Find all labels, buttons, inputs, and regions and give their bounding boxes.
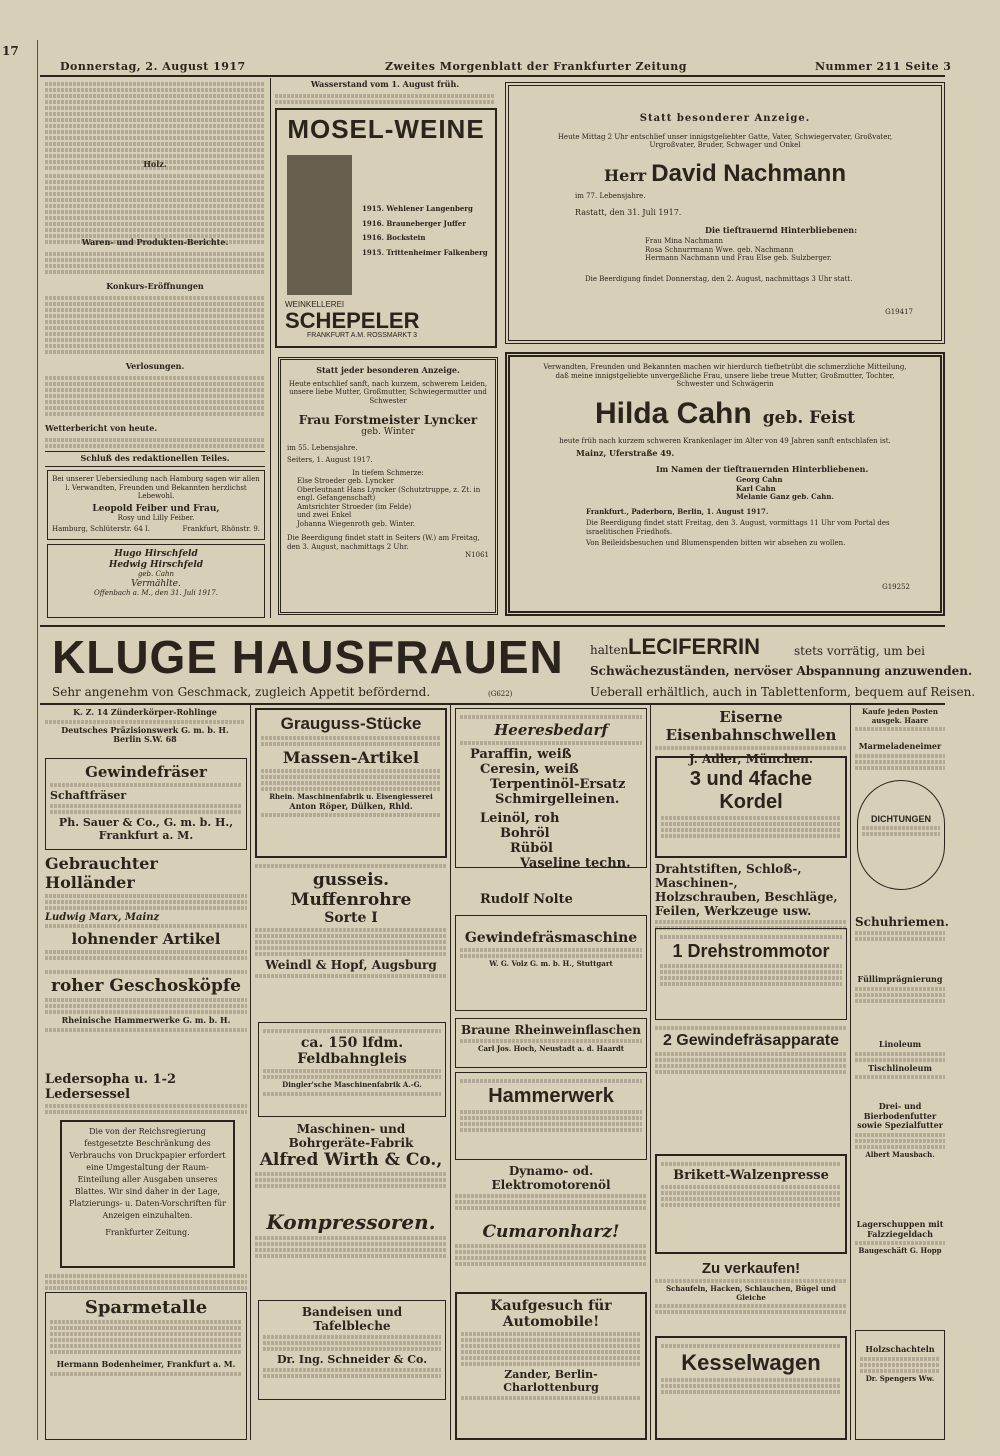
konkurs-heading: Konkurs-Eröffnungen <box>106 281 204 291</box>
holz-heading: Holz. <box>143 159 167 169</box>
ad-haare: Kaufe jeden Posten ausgek. Haare <box>855 708 945 733</box>
ad-sparmetalle: Sparmetalle Hermann Bodenheimer, Frankfurt a. M. <box>45 1292 247 1440</box>
ad-bierbodenfutter: Drei- und Bierbodenfutter sowie Spezialfutter Albert Mausbach. <box>855 1102 945 1159</box>
ad-gewindefraesmaschine: Gewindefräsmaschine W. G. Volz G. m. b. H., Stuttgart <box>455 915 647 1011</box>
ad-wirth: Maschinen- und Bohrgeräte-Fabrik Alfred Wirth & Co., <box>255 1122 447 1190</box>
ad-hammerwerk: Hammerwerk <box>455 1072 647 1160</box>
ad-kordel: 3 und 4fache Kordel <box>655 756 847 858</box>
ad-gewindefraesapparate: 2 Gewindefräsapparate <box>655 1024 847 1076</box>
ad-feldbahngleis: ca. 150 lfdm. Feldbahngleis Dingler'sche Maschinenfabrik A.-G. <box>258 1022 446 1117</box>
ad-brikett: Brikett-Walzenpresse <box>655 1154 847 1254</box>
lyncker-obituary: Statt jeder besonderen Anzeige. Heute entschlief sanft, nach kurzem, schwerem Leiden, unsere liebe Mutter, Großmutter, Schwiegermutter und Schwester Frau Forstmeister Lyncker geb. Winter im 55. Lebensjahre. Seiters, 1. August 1917. In tiefem Schmerze: Else Stroeder geb. Lyncker Oberleutnant Hans Lyncker (Schutztruppe, z. Zt. in engl. Gefangenschaft) Amtsrichter Stroeder (im Felde) und zwei Enkel Johanna Wiegenroth geb. Winter. Die Beerdigung findet statt in Seiters (W.) am Freitag, den 3. August, nachmittags 2 Uhr. N1061 <box>278 357 498 615</box>
ad-grauguss: Grauguss-Stücke Massen-Artikel Rhein. Maschinenfabrik u. Eisengiesserei Anton Röper, Dülken, Rhld. <box>255 708 447 858</box>
ad-ledersofa: Ledersopha u. 1-2 Ledersessel <box>45 1072 247 1116</box>
ad-linoleum: Linoleum Tischlinoleum <box>855 1040 945 1081</box>
ad-kompressoren: Kompressoren. <box>255 1210 447 1260</box>
ad-dichtungen: DICHTUNGEN <box>857 780 945 890</box>
banner-halten: halten <box>590 643 629 657</box>
feiber-notice: Bei unserer Uebersiedlung nach Hamburg sagen wir allen l. Verwandten, Freunden und Bekannten herzlichst Lebewohl. Leopold Feiber und Frau, Rosy und Lilly Feiber. Hamburg, Schlüterstr. 64 I. Frankfurt, Rhönstr. 9. <box>47 470 265 540</box>
ad-dynamo: Dynamo- od. Elektromotorenöl <box>455 1164 647 1212</box>
header-number: Nummer 211 Seite 3 <box>815 60 952 73</box>
leciferrin-brand: LECIFERRIN <box>628 634 760 659</box>
verlosungen-heading: Verlosungen. <box>125 361 185 371</box>
header-date: Donnerstag, 2. August 1917 <box>60 60 246 73</box>
ad-zuenderkoerper: K. Z. 14 Zünderkörper-Rohlinge Deutsches Präzisionswerk G. m. b. H. Berlin S.W. 68 <box>45 708 245 745</box>
ad-lohnender-artikel: lohnender Artikel <box>45 922 247 962</box>
ad-cumaronharz: Cumaronharz! <box>455 1222 647 1268</box>
mosel-weine-ad: MOSEL-WEINE 1915. Wehlener Langenberg 1916. Brauneberger Juffer 1916. Bockstein 1915. Trittenheimer Falkenberg WEINKELLEREI SCHEPELER FRANKFURT A.M. ROSSMARKT 3 <box>275 108 497 348</box>
ad-lagerschuppen: Lagerschuppen mit Falzziegeldach Baugeschäft G. Hopp <box>856 1219 944 1255</box>
ad-fuellimpraegnierung: Füllimprägnierung <box>855 975 945 1005</box>
kluge-hausfrauen-headline: KLUGE HAUSFRAUEN <box>52 631 564 683</box>
ad-nolte: Rudolf Nolte <box>480 892 573 907</box>
ad-drehstrommotor: 1 Drehstrommotor <box>655 928 847 1020</box>
banner-line3b: Ueberall erhältlich, auch in Tablettenform, bequem auf Reisen. <box>590 685 976 699</box>
wetter-heading: Wetterbericht von heute. <box>45 423 158 433</box>
ad-rheinweinflaschen: Braune Rheinweinflaschen Carl Jos. Hoch, Neustadt a. d. Haardt <box>455 1018 647 1068</box>
ad-geschosskoepfe: roher Geschosköpfe Rheinische Hammerwerke G. m. b. H. <box>45 968 247 1034</box>
ad-heeresbedarf: Heeresbedarf Paraffin, weiß Ceresin, weiß Terpentinöl-Ersatz Schmirgelleinen. Leinöl, roh Bohröl Rüböl Vaseline techn. <box>455 708 647 868</box>
cahn-obituary: Verwandten, Freunden und Bekannten machen wir hierdurch tiefbetrübt die schmerzliche Mitteilung, daß meine innigstgeliebte unvergeßliche Frau, unsere liebe treue Mutter, Großmutter, Tochter, Schwester und Schwägerin Hilda Cahn geb. Feist heute früh nach kurzem schweren Krankenlager im Alter von 49 Jahren sanft entschlafen ist. Mainz, Uferstraße 49. Im Namen der tieftrauernden Hinterbliebenen. Georg Cahn Karl Cahn Melanie Ganz geb. Cahn. Frankfurt., Paderborn, Berlin, 1. August 1917. Die Beerdigung findet statt Freitag, den 3. August, vormittags 11 Uhr vom Portal des israelitischen Friedhofs. Von Beileidsbesuchen und Blumenspenden bitten wir absehen zu wollen. G19252 <box>505 352 945 616</box>
ad-marmeladeneimer: Marmeladeneimer <box>855 742 945 772</box>
ad-schuhriemen: Schuhriemen. <box>855 915 945 943</box>
ad-muffenrohre: gusseis. Muffenrohre Sorte I Weindl & Hopf, Augsburg <box>255 862 447 980</box>
schluss-heading: Schluß des redaktionellen Teiles. <box>80 453 230 463</box>
ad-drahtstiften: Drahtstiften, Schloß-, Maschinen-, Holzschrauben, Beschläge, Feilen, Werkzeuge usw. <box>655 862 847 932</box>
wasserstand-heading: Wasserstand vom 1. August früh. <box>310 79 460 89</box>
hirschfeld-notice: Hugo Hirschfeld Hedwig Hirschfeld geb. Cahn Vermählte. Offenbach a. M., den 31. Juli 1917. <box>47 544 265 618</box>
banner-line3a: Sehr angenehm von Geschmack, zugleich Appetit befördernd. <box>52 685 431 699</box>
page-number-left: 17 <box>2 44 19 58</box>
ad-kaufgesuch-automobile: Kaufgesuch für Automobile! Zander, Berlin-Charlottenburg <box>455 1292 647 1440</box>
banner-line2: Schwächezuständen, nervöser Abspannung anzuwenden. <box>590 664 973 678</box>
ad-zu-verkaufen: Zu verkaufen! Schaufeln, Hacken, Schlauchen, Bügel und Gleiche <box>655 1260 847 1316</box>
ad-holzschachteln: Holzschachteln Dr. Spengers Ww. <box>855 1330 945 1440</box>
ad-kesselwagen: Kesselwagen <box>655 1336 847 1440</box>
nachmann-obituary: Statt besonderer Anzeige. Heute Mittag 2 Uhr entschlief unser innigstgeliebter Gatte, Vater, Schwiegervater, Großvater, Urgroßvater, Bruder, Schwager und Onkel Herr David Nachmann im 77. Lebensjahre. Rastatt, den 31. Juli 1917. Die tieftrauernd Hinterbliebenen: Frau Mina Nachmann Rosa Schnurrmann Wwe. geb. Nachmann Hermann Nachmann und Frau Else geb. Sulzberger. Die Beerdigung findet Donnerstag, den 2. August, nachmittags 3 Uhr statt. G19417 <box>505 82 945 344</box>
header-title: Zweites Morgenblatt der Frankfurter Zeitung <box>385 60 687 73</box>
ad-bandeisen: Bandeisen und Tafelbleche Dr. Ing. Schneider & Co. <box>258 1300 446 1400</box>
notice-papier: Die von der Reichsregierung festgesetzte Beschränkung des Verbrauchs von Druckpapier erfordert eine Umgestaltung der Raum-Einteilung aller Ausgaben unseres Blattes. Wir sind daher in der Lage, Platzierungs- u. Daten-Vorschriften für Anzeigen einzuhalten. Frankfurter Zeitung. <box>60 1120 235 1268</box>
waren-heading: Waren- und Produkten-Berichte. <box>81 237 229 247</box>
banner-rest: stets vorrätig, um bei <box>794 644 926 658</box>
ad-gewindefraeser: Gewindefräser Schaftfräser Ph. Sauer & Co., G. m. b. H., Frankfurt a. M. <box>45 758 247 850</box>
ad-hollaender: Gebrauchter Holländer Ludwig Marx, Mainz <box>45 854 247 923</box>
banner-code: (G622) <box>488 690 513 698</box>
ad-eisenbahnschwellen: Eiserne Eisenbahnschwellen J. Adler, München. <box>655 708 847 766</box>
